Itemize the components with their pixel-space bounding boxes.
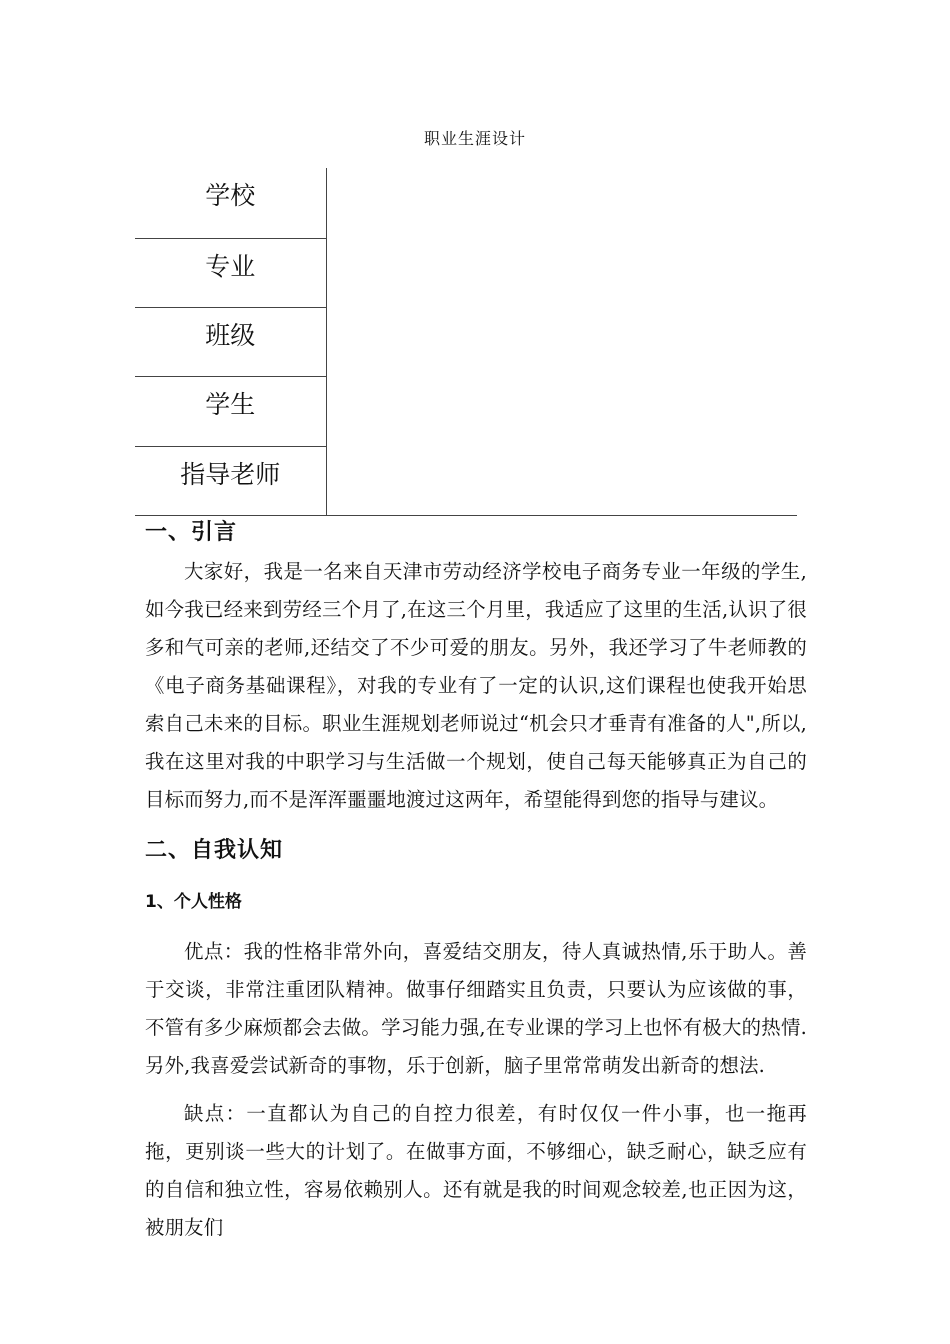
table-row xyxy=(135,377,797,446)
advisor-value xyxy=(326,446,797,515)
student-value xyxy=(326,377,797,446)
school-value xyxy=(326,168,797,238)
section-heading-self-awareness: 二、自我认知 xyxy=(145,838,284,863)
subsection-heading-personality: 1、个人性格 xyxy=(145,892,242,912)
weaknesses-paragraph: 缺点：一直都认为自己的自控力很差，有时仅仅一件小事，也一拖再拖，更别谈一些大的计划了。在做事方面，不够细心，缺乏耐心，缺乏应有的自信和独立性，容易依赖别人。还有就是我的时间观念较差,也正因为这，被朋友们 xyxy=(145,1102,807,1239)
major-label: 专业 xyxy=(135,238,326,307)
info-table xyxy=(135,168,797,516)
strengths-paragraph: 优点：我的性格非常外向，喜爱结交朋友，待人真诚热情,乐于助人。善于交谈，非常注重团队精神。做事仔细踏实且负责，只要认为应该做的事，不管有多少麻烦都会去做。学习能力强,在专业课的学习上也怀有极大的热情.另外,我喜爱尝试新奇的事物，乐于创新，脑子里常常萌发出新奇的想法. xyxy=(145,940,807,1077)
introduction-paragraph: 大家好，我是一名来自天津市劳动经济学校电子商务专业一年级的学生,如今我已经来到劳经三个月了,在这三个月里，我适应了这里的生活,认识了很多和气可亲的老师,还结交了不少可爱的朋友。另外，我还学习了牛老师教的《电子商务基础课程》，对我的专业有了一定的认识,这们课程也使我开始思索自己未来的目标。职业生涯规划老师说过“机会只才垂青有准备的人",所以,我在这里对我的中职学习与生活做一个规划，使自己每天能够真正为自己的目标而努力,而不是浑浑噩噩地渡过这两年，希望能得到您的指导与建议。 xyxy=(145,560,807,811)
table-row xyxy=(135,446,797,515)
document-title: 职业生涯设计 xyxy=(423,129,526,148)
section-heading-introduction: 一、引言 xyxy=(145,520,238,545)
table-row xyxy=(135,238,797,307)
table-row xyxy=(135,307,797,376)
school-label: 学校 xyxy=(135,168,326,238)
table-row xyxy=(135,168,797,238)
class-value xyxy=(326,307,797,376)
student-label: 学生 xyxy=(135,377,326,446)
major-value xyxy=(326,238,797,307)
advisor-label: 指导老师 xyxy=(135,446,326,515)
class-label: 班级 xyxy=(135,307,326,376)
